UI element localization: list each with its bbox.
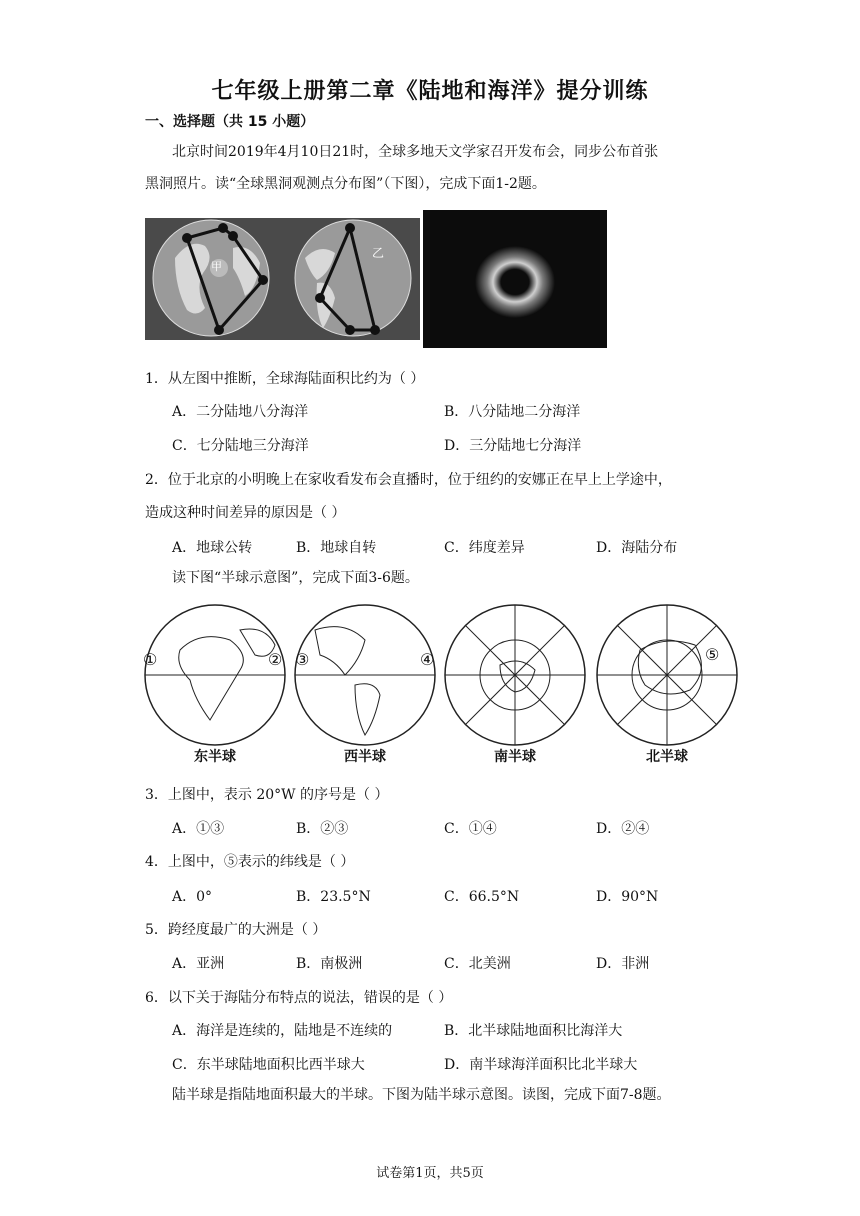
q6-option-d[interactable]: D．南半球海洋面积比北半球大 [444, 1057, 638, 1073]
intro-line-2: 黑洞照片。读“全球黑洞观测点分布图”（下图），完成下面1-2题。 [145, 176, 546, 192]
question-2-stem-line-2: 造成这种时间差异的原因是（ ） [145, 505, 346, 521]
q4-option-b[interactable]: B．23.5°N [296, 889, 371, 905]
page-title: 七年级上册第二章《陆地和海洋》提分训练 [211, 79, 649, 104]
marker-5: ⑤ [705, 645, 720, 664]
q2-option-c[interactable]: C．纬度差异 [444, 540, 525, 556]
q1-option-a[interactable]: A．二分陆地八分海洋 [172, 404, 309, 420]
question-3-stem: 3．上图中，表示 20°W 的序号是（ ） [145, 787, 389, 803]
label-north-hemisphere: 北半球 [646, 749, 688, 765]
label-west-hemisphere: 西半球 [344, 749, 386, 765]
observation-globes-figure [145, 218, 420, 340]
marker-2: ② [268, 650, 283, 669]
q3-option-d[interactable]: D．②④ [596, 821, 650, 837]
q4-option-d[interactable]: D．90°N [596, 889, 659, 905]
black-hole-photo [423, 210, 607, 348]
q5-option-c[interactable]: C．北美洲 [444, 956, 511, 972]
label-east-hemisphere: 东半球 [194, 749, 236, 765]
q2-option-b[interactable]: B．地球自转 [296, 540, 377, 556]
q2-option-d[interactable]: D．海陆分布 [596, 540, 678, 556]
q1-option-d[interactable]: D．三分陆地七分海洋 [444, 438, 582, 454]
q5-option-d[interactable]: D．非洲 [596, 956, 650, 972]
label-south-hemisphere: 南半球 [494, 749, 536, 765]
marker-1: ① [143, 650, 158, 669]
q6-option-c[interactable]: C．东半球陆地面积比西半球大 [172, 1057, 365, 1073]
q2-option-a[interactable]: A．地球公转 [172, 540, 253, 556]
q4-option-a[interactable]: A．0° [172, 889, 213, 905]
page-footer: 试卷第1页，共5页 [376, 1166, 484, 1181]
marker-4: ④ [420, 650, 435, 669]
q3-option-a[interactable]: A．①③ [172, 821, 225, 837]
q6-option-a[interactable]: A．海洋是连续的，陆地是不连续的 [172, 1023, 393, 1039]
label-yi: 乙 [372, 246, 385, 260]
intro-land-hemisphere: 陆半球是指陆地面积最大的半球。下图为陆半球示意图。读图，完成下面7-8题。 [172, 1087, 671, 1103]
q5-option-a[interactable]: A．亚洲 [172, 956, 225, 972]
marker-3: ③ [295, 650, 310, 669]
question-6-stem: 6．以下关于海陆分布特点的说法，错误的是（ ） [145, 990, 453, 1006]
question-4-stem: 4．上图中，⑤表示的纬线是（ ） [145, 854, 355, 870]
q1-option-b[interactable]: B．八分陆地二分海洋 [444, 404, 581, 420]
question-1-stem: 1．从左图中推断，全球海陆面积比约为（ ） [145, 371, 425, 387]
q1-option-c[interactable]: C．七分陆地三分海洋 [172, 438, 309, 454]
q3-option-c[interactable]: C．①④ [444, 821, 497, 837]
question-2-stem-line-1: 2．位于北京的小明晚上在家收看发布会直播时，位于纽约的安娜正在早上上学途中， [145, 472, 672, 488]
intro-hemisphere: 读下图“半球示意图”，完成下面3-6题。 [172, 570, 419, 586]
intro-line-1: 北京时间2019年4月10日21时，全球多地天文学家召开发布会，同步公布首张 [172, 144, 659, 160]
q5-option-b[interactable]: B．南极洲 [296, 956, 363, 972]
q3-option-b[interactable]: B．②③ [296, 821, 349, 837]
question-5-stem: 5．跨经度最广的大洲是（ ） [145, 922, 327, 938]
hemisphere-figure [140, 600, 740, 770]
section-heading: 一、选择题（共 15 小题） [145, 114, 315, 130]
q6-option-b[interactable]: B．北半球陆地面积比海洋大 [444, 1023, 623, 1039]
label-jia: 甲 [211, 260, 222, 273]
q4-option-c[interactable]: C．66.5°N [444, 889, 520, 905]
